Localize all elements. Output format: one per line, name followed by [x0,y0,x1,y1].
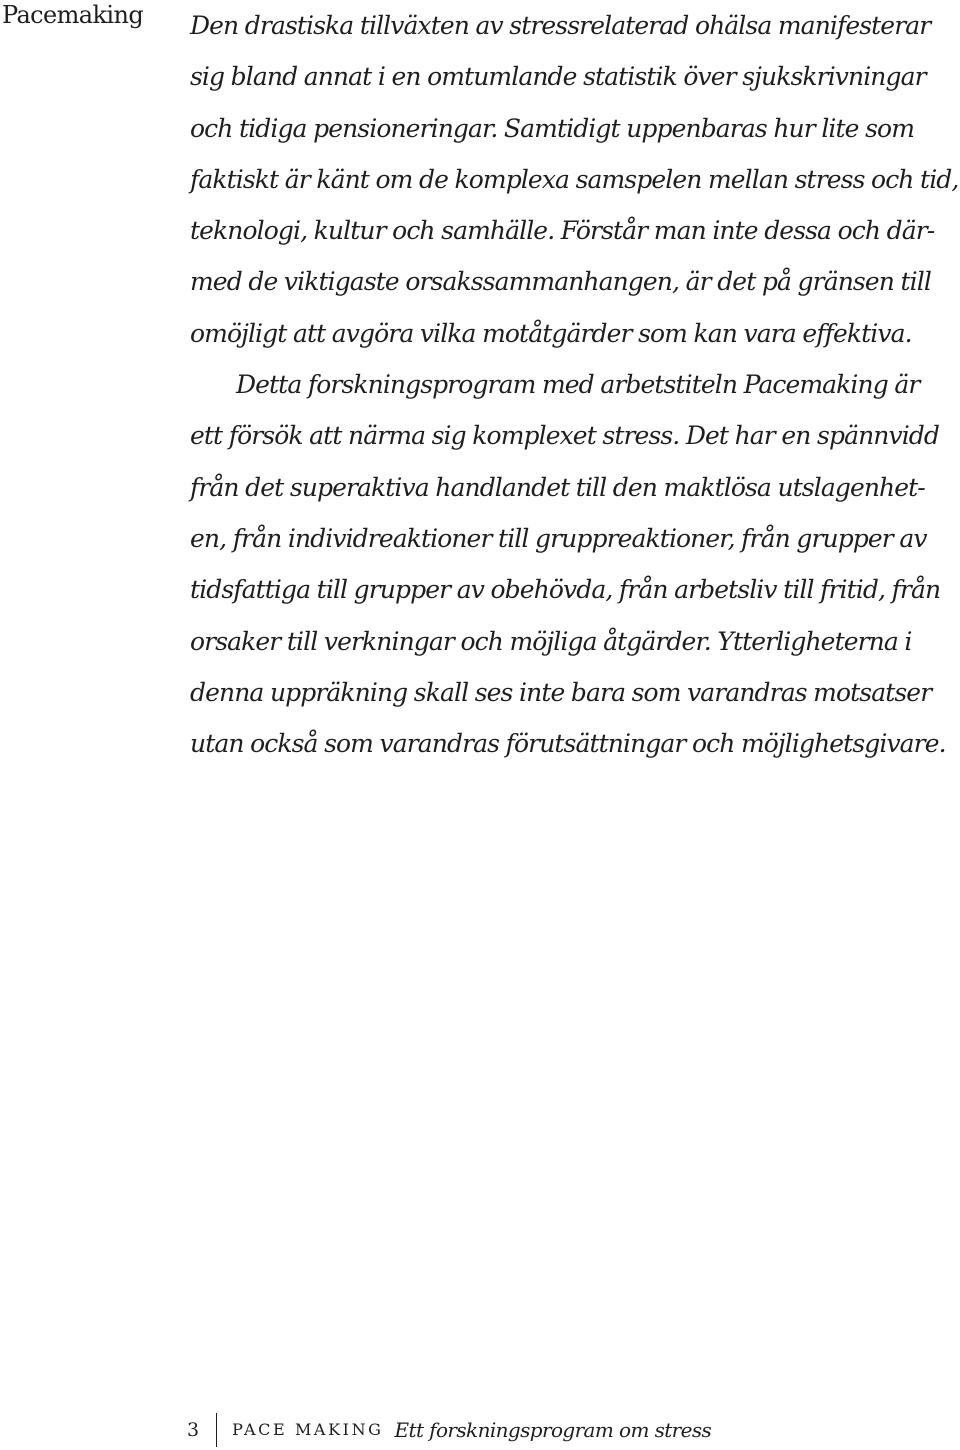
body-text [190,0,960,769]
page-footer [187,1410,711,1450]
body-line: omöjligt att avgöra vilka motåtgärder som kan vara effektiva. [190,318,912,348]
body-line: faktiskt är känt om de komplexa samspelen mellan stress och tid, [190,164,959,194]
body-line: och tidiga pensioneringar. Samtidigt uppenbaras hur lite som [190,113,915,143]
body-line: tidsfattiga till grupper av obehövda, från arbetsliv till fritid, från [190,575,941,605]
body-line: Den drastiska tillväxten av stressrelaterad ohälsa manifesterar [190,11,931,40]
body-line: med de viktigaste orsakssammanhangen, är det på gränsen till [190,267,931,297]
footer-divider [216,1413,217,1447]
body-line: ett försök att närma sig komplexet stress. Det har en spännvidd [190,421,940,451]
body-line: teknologi, kultur och samhälle. Förstår man inte dessa och där- [190,216,935,246]
running-title: PACE MAKING [232,1420,384,1439]
running-subtitle: Ett forskningsprogram om stress [394,1418,712,1442]
body-line: denna uppräkning skall ses inte bara som varandras motsatser [190,677,932,707]
body-line: utan också som varandras förutsättningar och möjlighetsgivare. [190,729,946,759]
body-line: från det superaktiva handlandet till den maktlösa utslagenhet- [190,472,925,502]
page-number: 3 [187,1419,200,1441]
side-label: Pacemaking [2,1,144,29]
body-line: sig bland annat i en omtumlande statistik över sjukskrivningar [190,62,926,92]
body-line: orsaker till verkningar och möjliga åtgärder. Ytterligheterna i [190,626,912,656]
body-line-paragraph-start: Detta forskningsprogram med arbetstiteln Pacemaking är [236,370,920,400]
body-line: en, från individreaktioner till gruppreaktioner, från grupper av [190,523,927,553]
